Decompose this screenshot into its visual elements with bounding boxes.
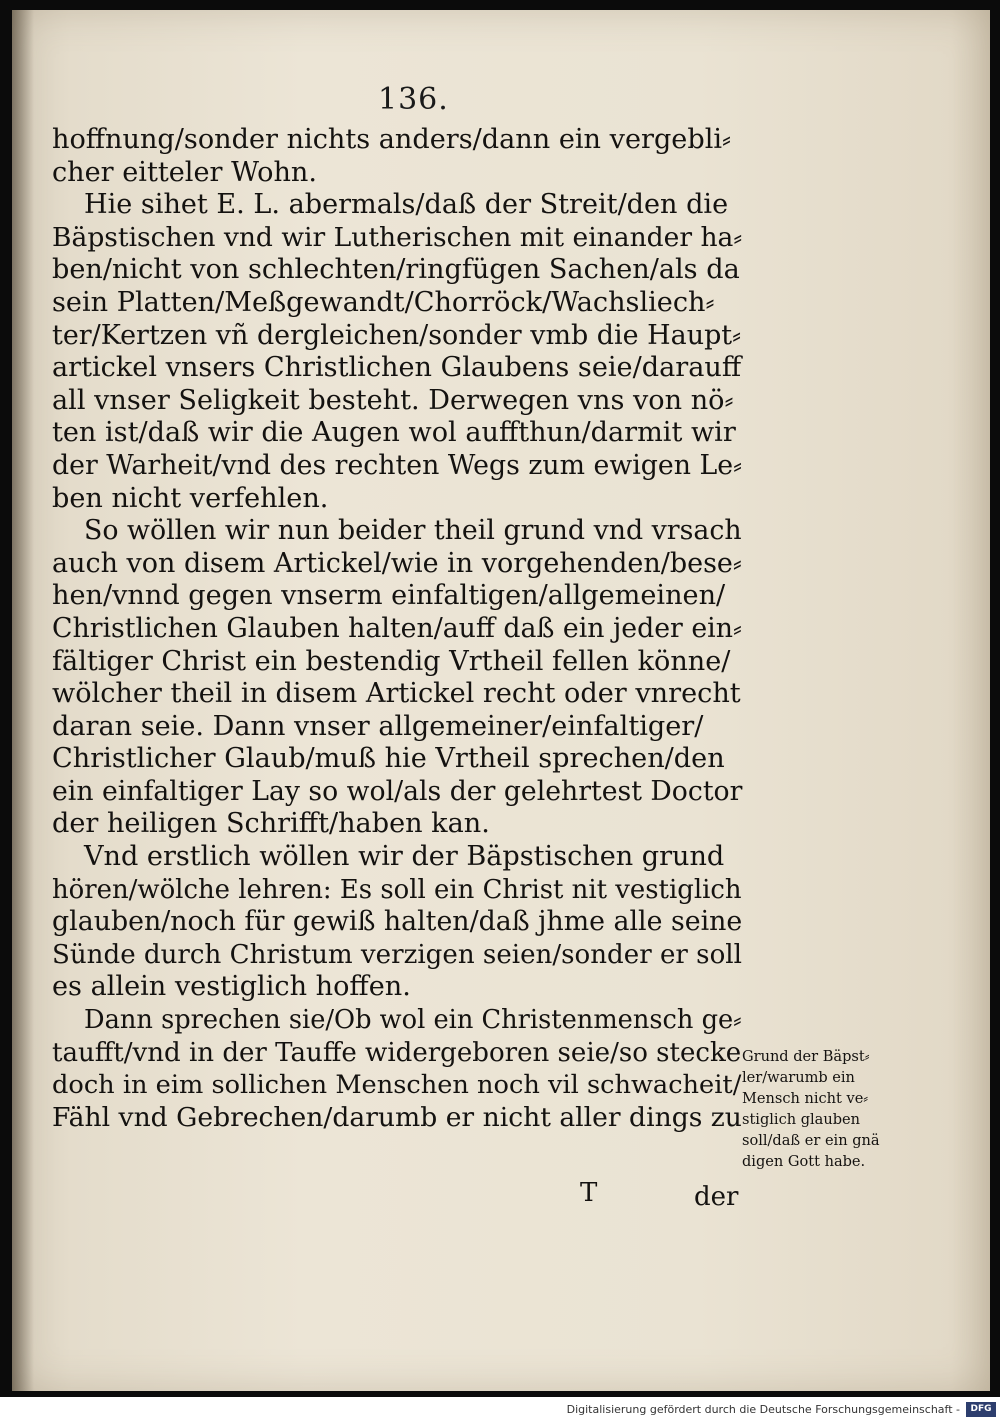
- footer-credit: Digitalisierung gefördert durch die Deutsche Forschungsgemeinschaft -: [566, 1403, 960, 1416]
- text-line: doch in eim sollichen Menschen noch vil schwacheit/: [52, 1070, 742, 1101]
- text-line: Vnd erstlich wöllen wir der Bäpstischen grund: [84, 841, 725, 873]
- text-line: Hie sihet E. L. abermals/daß der Streit/den die: [84, 189, 729, 221]
- book-page: [12, 10, 990, 1391]
- page-number: 136.: [378, 82, 449, 117]
- text-line: Christlicher Glaub/muß hie Vrtheil sprechen/den: [52, 743, 725, 775]
- catchword: der: [694, 1182, 739, 1212]
- gutter-shadow: [12, 10, 34, 1391]
- text-line: daran seie. Dann vnser allgemeiner/einfaltiger/: [52, 710, 704, 742]
- marginal-note-line: stiglich glauben: [742, 1111, 861, 1128]
- text-line: sein Platten/Meßgewandt/Chorröck/Wachsliech⸗: [52, 286, 715, 318]
- text-line: taufft/vnd in der Tauffe widergeboren seie/so stecke: [52, 1037, 742, 1068]
- text-line: es allein vestiglich hoffen.: [52, 971, 411, 1003]
- text-line: artickel vnsers Christlichen Glaubens seie/darauff: [52, 352, 742, 384]
- text-line: auch von disem Artickel/wie in vorgehenden/bese⸗: [52, 547, 742, 579]
- text-line: hoffnung/sonder nichts anders/dann ein vergebli⸗: [52, 124, 732, 155]
- text-line: hören/wölche lehren: Es soll ein Christ nit vestiglich: [52, 874, 742, 905]
- text-line: Sünde durch Christum verzigen seien/sonder er soll: [52, 939, 742, 970]
- text-line: wölcher theil in disem Artickel recht oder vnrecht: [52, 678, 741, 710]
- signature-mark: T: [580, 1178, 598, 1208]
- text-line: cher eitteler Wohn.: [52, 156, 317, 188]
- text-line: ter/Kertzen vñ dergleichen/sonder vmb die Haupt⸗: [52, 319, 742, 351]
- catchword-row: [52, 1178, 752, 1212]
- marginal-note-line: Grund der Bäpst⸗: [742, 1048, 870, 1065]
- marginal-note: [742, 1046, 912, 1172]
- marginal-note-line: ler/warumb ein: [742, 1069, 855, 1086]
- footer-bar: [0, 1397, 1000, 1423]
- dfg-logo: DFG: [966, 1402, 996, 1417]
- text-line: So wöllen wir nun beider theil grund vnd vrsach: [84, 515, 742, 547]
- text-line: fältiger Christ ein bestendig Vrtheil fellen könne/: [52, 645, 731, 677]
- text-line: Fähl vnd Gebrechen/darumb er nicht aller dings zu: [52, 1101, 742, 1133]
- text-line: ten ist/daß wir die Augen wol auffthun/darmit wir: [52, 417, 736, 449]
- text-line: der heiligen Schrifft/haben kan.: [52, 808, 490, 840]
- text-line: Dann sprechen sie/Ob wol ein Christenmensch ge⸗: [84, 1005, 742, 1036]
- body-text: [52, 124, 752, 1134]
- marginal-note-line: digen Gott habe.: [742, 1153, 866, 1170]
- text-line: Christlichen Glauben halten/auff daß ein jeder ein⸗: [52, 612, 742, 644]
- text-line: der Warheit/vnd des rechten Wegs zum ewigen Le⸗: [52, 449, 742, 481]
- text-line: all vnser Seligkeit besteht. Derwegen vns von nö⸗: [52, 384, 734, 416]
- text-line: glauben/noch für gewiß halten/daß jhme alle seine: [52, 906, 743, 938]
- marginal-note-line: soll/daß er ein gnä: [742, 1132, 880, 1149]
- text-line: hen/vnnd gegen vnserm einfaltigen/allgemeinen/: [52, 580, 726, 612]
- text-line: Bäpstischen vnd wir Lutherischen mit einander ha⸗: [52, 221, 743, 253]
- text-line: ein einfaltiger Lay so wol/als der gelehrtest Doctor: [52, 775, 743, 807]
- marginal-note-line: Mensch nicht ve⸗: [742, 1090, 869, 1107]
- text-line: ben nicht verfehlen.: [52, 482, 329, 514]
- text-line: ben/nicht von schlechten/ringfügen Sachen/als da: [52, 254, 740, 286]
